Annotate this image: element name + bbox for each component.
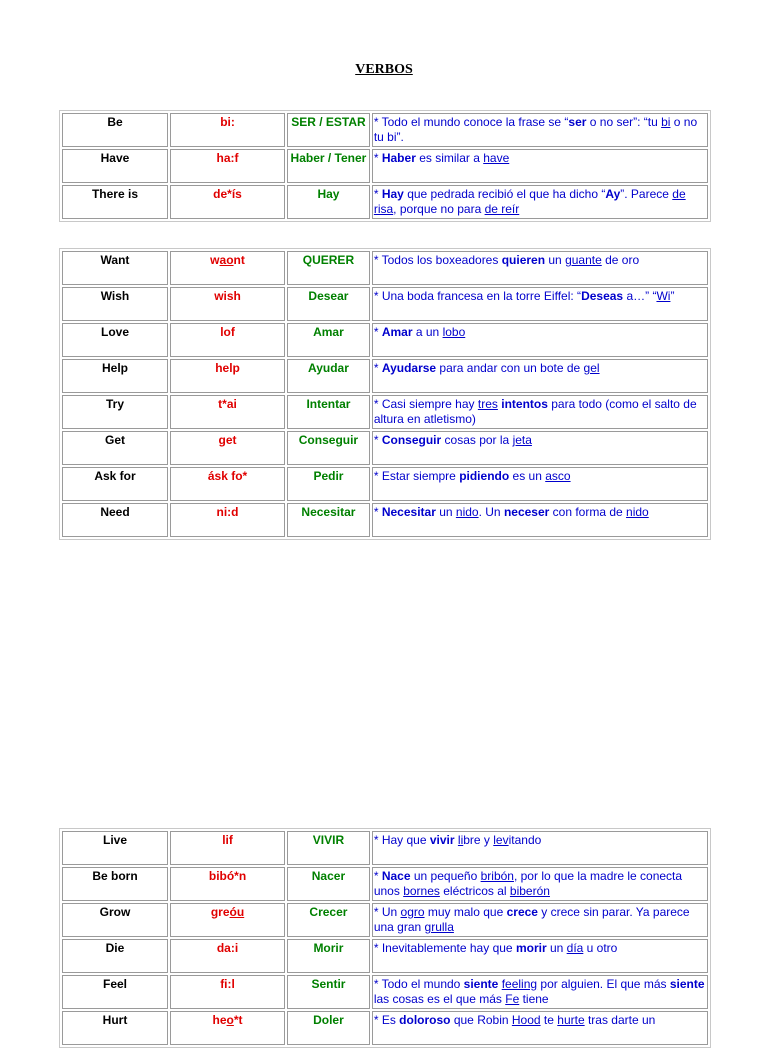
english-verb: Need xyxy=(62,503,168,537)
text-run: a un xyxy=(412,325,443,339)
table-row xyxy=(62,185,708,219)
underlined-word: guante xyxy=(565,253,602,267)
pronunciation xyxy=(170,431,285,465)
table-row xyxy=(62,867,708,901)
underlined-word: ogro xyxy=(400,905,425,919)
pronunciation xyxy=(170,467,285,501)
bold-word: Haber xyxy=(381,151,416,165)
text-run: da:i xyxy=(216,941,239,955)
underlined-word: biberón xyxy=(509,884,550,898)
table-row xyxy=(62,113,708,147)
bold-word: vivir xyxy=(429,833,455,847)
mnemonic-note xyxy=(372,903,708,937)
text-run: , porque no para xyxy=(393,202,485,216)
english-verb: Live xyxy=(62,831,168,865)
english-verb: Get xyxy=(62,431,168,465)
pronunciation xyxy=(170,185,285,219)
underlined-word: tres xyxy=(477,397,498,411)
underlined-word: jeta xyxy=(512,433,532,447)
text-run: ni:d xyxy=(216,505,239,519)
spanish-translation: Amar xyxy=(287,323,370,357)
text-run: muy malo que xyxy=(424,905,507,919)
page-title: VERBOS xyxy=(355,62,413,77)
text-run: de oro xyxy=(601,253,640,267)
underlined-word: Fe xyxy=(505,992,520,1006)
underlined-word: li xyxy=(457,833,464,847)
spanish-translation: Sentir xyxy=(287,975,370,1009)
spanish-translation: Necesitar xyxy=(287,503,370,537)
spanish-translation: Intentar xyxy=(287,395,370,429)
text-run: ” xyxy=(670,289,675,303)
pronunciation xyxy=(170,149,285,183)
bold-word: Necesitar xyxy=(381,505,436,519)
english-verb: Try xyxy=(62,395,168,429)
table-row xyxy=(62,323,708,357)
table-row xyxy=(62,831,708,865)
pronunciation xyxy=(170,251,285,285)
bold-word: siente xyxy=(669,977,705,991)
bold-word: quieren xyxy=(501,253,546,267)
english-verb: Ask for xyxy=(62,467,168,501)
text-run: * Es xyxy=(373,1013,400,1027)
verbs-table-1 xyxy=(59,110,711,222)
bold-word: intentos xyxy=(501,397,548,411)
spanish-translation: Pedir xyxy=(287,467,370,501)
text-run: * xyxy=(373,361,382,375)
text-run: un xyxy=(546,941,567,955)
underlined-word: gel xyxy=(583,361,600,375)
pronunciation xyxy=(170,359,285,393)
text-run: *t xyxy=(233,1013,243,1027)
spanish-translation: Ayudar xyxy=(287,359,370,393)
text-run: por alguien. El que más xyxy=(537,977,670,991)
table-row xyxy=(62,431,708,465)
text-run: . Un xyxy=(478,505,504,519)
text-run: un xyxy=(435,505,456,519)
underlined-word: hurte xyxy=(557,1013,585,1027)
bold-word: Ay xyxy=(605,187,621,201)
bold-word: siente xyxy=(463,977,499,991)
text-run: de*ís xyxy=(213,187,242,201)
table-row xyxy=(62,1011,708,1045)
english-verb: Be born xyxy=(62,867,168,901)
text-run: get xyxy=(218,433,237,447)
text-run: y crece sin parar. Ya parece una gran xyxy=(373,905,690,934)
english-verb: Love xyxy=(62,323,168,357)
mnemonic-note xyxy=(372,431,708,465)
bold-word: doloroso xyxy=(399,1013,451,1027)
bold-word: neceser xyxy=(503,505,550,519)
pronunciation xyxy=(170,831,285,865)
text-run: nt xyxy=(233,253,245,267)
text-run: wish xyxy=(214,289,241,303)
english-verb: Hurt xyxy=(62,1011,168,1045)
text-run: * xyxy=(373,869,382,883)
text-run: ”. Parece xyxy=(620,187,673,201)
english-verb: There is xyxy=(62,185,168,219)
text-run: itando xyxy=(508,833,542,847)
verbs-table-3 xyxy=(59,828,711,1048)
text-run: o no ser”: “tu xyxy=(586,115,662,129)
english-verb: Have xyxy=(62,149,168,183)
pronunciation xyxy=(170,903,285,937)
text-run: he xyxy=(212,1013,227,1027)
spanish-translation: Hay xyxy=(287,185,370,219)
mnemonic-note xyxy=(372,359,708,393)
text-run: * Una boda francesa en la torre Eiffel: “ xyxy=(373,289,582,303)
underlined-word: asco xyxy=(545,469,571,483)
underlined-word: lobo xyxy=(442,325,466,339)
text-run: ha:f xyxy=(216,151,239,165)
text-run: * Hay que xyxy=(373,833,430,847)
text-run: t*ai xyxy=(218,397,237,411)
spanish-translation: Haber / Tener xyxy=(287,149,370,183)
text-run: gre xyxy=(210,905,230,919)
english-verb: Die xyxy=(62,939,168,973)
pronunciation xyxy=(170,867,285,901)
table-row xyxy=(62,903,708,937)
text-run: fi:l xyxy=(220,977,235,991)
text-run: * Casi siempre hay xyxy=(373,397,478,411)
text-run: un pequeño xyxy=(410,869,481,883)
text-run: que pedrada recibió el que ha dicho “ xyxy=(403,187,606,201)
mnemonic-note xyxy=(372,149,708,183)
english-verb: Want xyxy=(62,251,168,285)
text-run: las cosas es el que más xyxy=(373,992,506,1006)
spanish-translation: Doler xyxy=(287,1011,370,1045)
bold-word: morir xyxy=(515,941,547,955)
table-row xyxy=(62,939,708,973)
english-verb: Grow xyxy=(62,903,168,937)
text-run: ásk fo* xyxy=(207,469,248,483)
table-row xyxy=(62,975,708,1009)
bold-word: crece xyxy=(506,905,538,919)
text-run: lif xyxy=(222,833,233,847)
underlined-word: Hood xyxy=(511,1013,541,1027)
underlined-word: Wi xyxy=(656,289,671,303)
mnemonic-note xyxy=(372,323,708,357)
underlined-word: bribón xyxy=(480,869,514,883)
mnemonic-note xyxy=(372,1011,708,1045)
text-run: w xyxy=(210,253,220,267)
underlined-word: de risa xyxy=(373,187,686,216)
mnemonic-note xyxy=(372,975,708,1009)
underlined-word: bi xyxy=(661,115,671,129)
mnemonic-note xyxy=(372,831,708,865)
spanish-translation: Desear xyxy=(287,287,370,321)
mnemonic-note xyxy=(372,395,708,429)
underlined-word: de reír xyxy=(484,202,520,216)
text-run: es similar a xyxy=(415,151,484,165)
spanish-translation: SER / ESTAR xyxy=(287,113,370,147)
underlined-word: ao xyxy=(219,253,234,267)
underlined-word: o xyxy=(226,1013,234,1027)
table-row xyxy=(62,287,708,321)
text-run: * Todo el mundo xyxy=(373,977,464,991)
mnemonic-note xyxy=(372,113,708,147)
mnemonic-note xyxy=(372,939,708,973)
text-run: lof xyxy=(220,325,235,339)
spanish-translation: Crecer xyxy=(287,903,370,937)
text-run: * xyxy=(373,505,382,519)
underlined-word: día xyxy=(566,941,584,955)
mnemonic-note xyxy=(372,467,708,501)
text-run: tras darte un xyxy=(584,1013,656,1027)
mnemonic-note xyxy=(372,503,708,537)
bold-word: Ayudarse xyxy=(381,361,437,375)
pronunciation xyxy=(170,287,285,321)
spanish-translation: Conseguir xyxy=(287,431,370,465)
text-run: help xyxy=(215,361,240,375)
mnemonic-note xyxy=(372,185,708,219)
bold-word: ser xyxy=(568,115,587,129)
underlined-word: have xyxy=(483,151,510,165)
bold-word: Nace xyxy=(381,869,411,883)
underlined-word: feeling xyxy=(501,977,538,991)
text-run: * xyxy=(373,325,382,339)
text-run: para andar con un bote de xyxy=(436,361,584,375)
text-run: a…” “ xyxy=(623,289,657,303)
pronunciation xyxy=(170,113,285,147)
text-run: * Un xyxy=(373,905,401,919)
text-run: que Robin xyxy=(450,1013,512,1027)
spanish-translation: Morir xyxy=(287,939,370,973)
mnemonic-note xyxy=(372,287,708,321)
spanish-translation: Nacer xyxy=(287,867,370,901)
bold-word: Conseguir xyxy=(381,433,442,447)
bold-word: Deseas xyxy=(581,289,624,303)
underlined-word: lev xyxy=(493,833,509,847)
table-row xyxy=(62,251,708,285)
text-run: cosas por la xyxy=(441,433,513,447)
underlined-word: bornes xyxy=(403,884,440,898)
text-run: bibó*n xyxy=(208,869,247,883)
english-verb: Wish xyxy=(62,287,168,321)
text-run: con forma de xyxy=(549,505,627,519)
underlined-word: óu xyxy=(229,905,245,919)
underlined-word: grulla xyxy=(424,920,454,934)
table-row xyxy=(62,467,708,501)
english-verb: Help xyxy=(62,359,168,393)
bold-word: Amar xyxy=(381,325,413,339)
underlined-word: nido xyxy=(455,505,479,519)
text-run: * Todos los boxeadores xyxy=(373,253,502,267)
english-verb: Feel xyxy=(62,975,168,1009)
text-run: o no tu bi”. xyxy=(373,115,698,144)
bold-word: pidiendo xyxy=(459,469,510,483)
text-run: , por lo que la madre le conecta unos xyxy=(373,869,683,898)
mnemonic-note xyxy=(372,867,708,901)
mnemonic-note xyxy=(372,251,708,285)
pronunciation xyxy=(170,395,285,429)
text-run: * xyxy=(373,151,382,165)
table-row xyxy=(62,359,708,393)
text-run: * Estar siempre xyxy=(373,469,460,483)
spanish-translation: VIVIR xyxy=(287,831,370,865)
verbs-table-2 xyxy=(59,248,711,540)
table-row xyxy=(62,503,708,537)
pronunciation xyxy=(170,503,285,537)
table-row xyxy=(62,395,708,429)
text-run: eléctricos al xyxy=(439,884,510,898)
pronunciation xyxy=(170,323,285,357)
english-verb: Be xyxy=(62,113,168,147)
text-run: u otro xyxy=(583,941,618,955)
text-run: * xyxy=(373,433,382,447)
text-run: para todo (como el salto de altura en atletismo) xyxy=(373,397,697,426)
text-run: tiene xyxy=(519,992,549,1006)
text-run: * Todo el mundo conoce la frase se “ xyxy=(373,115,569,129)
pronunciation xyxy=(170,975,285,1009)
text-run: un xyxy=(545,253,566,267)
text-run: * Inevitablemente hay que xyxy=(373,941,516,955)
text-run: * xyxy=(373,187,382,201)
text-run: bi: xyxy=(220,115,235,129)
text-run: bre y xyxy=(463,833,494,847)
pronunciation xyxy=(170,939,285,973)
spanish-translation: QUERER xyxy=(287,251,370,285)
pronunciation xyxy=(170,1011,285,1045)
bold-word: Hay xyxy=(381,187,404,201)
text-run: es un xyxy=(509,469,546,483)
underlined-word: nido xyxy=(626,505,649,519)
text-run: te xyxy=(540,1013,558,1027)
table-row xyxy=(62,149,708,183)
